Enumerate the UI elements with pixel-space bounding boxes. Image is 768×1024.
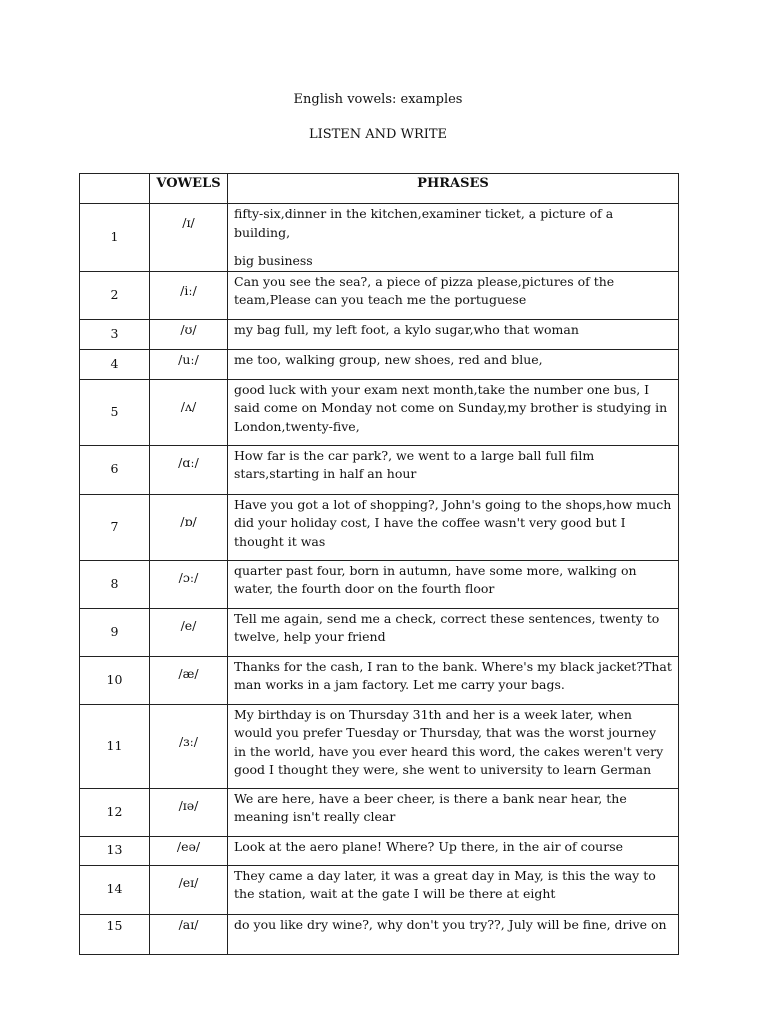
row-phrase: My birthday is on Thursday 31th and her is a week later, when would you prefer Tuesday or Thursday, that was the worst journey in the world, have you ever heard this word, the cakes weren't very good I thought they were, she went to university to learn German xyxy=(228,704,679,788)
header-phrases: PHRASES xyxy=(228,174,679,204)
row-number: 2 xyxy=(80,271,150,319)
table-row xyxy=(80,836,679,865)
document-subtitle: LISTEN AND WRITE xyxy=(308,127,448,142)
row-phrase: How far is the car park?, we went to a large ball full film stars,starting in half an hour xyxy=(228,445,679,494)
row-number: 15 xyxy=(80,914,150,954)
row-number: 7 xyxy=(80,494,150,560)
row-vowel: /eɪ/ xyxy=(150,865,228,914)
row-phrase: Thanks for the cash, I ran to the bank. Where's my black jacket?That man works in a jam factory. Let me carry your bags. xyxy=(228,656,679,704)
row-vowel: /uː/ xyxy=(150,349,228,379)
table-row xyxy=(80,271,679,319)
document-title: English vowels: examples xyxy=(293,92,463,107)
table-row xyxy=(80,379,679,445)
row-phrase: We are here, have a beer cheer, is there a bank near hear, the meaning isn't really clear xyxy=(228,788,679,836)
table-row xyxy=(80,349,679,379)
row-phrase: my bag full, my left foot, a kylo sugar,who that woman xyxy=(228,319,679,349)
table-row xyxy=(80,865,679,914)
row-phrase-line: fifty-six,dinner in the kitchen,examiner ticket, a picture of a building, xyxy=(234,206,614,240)
row-number: 12 xyxy=(80,788,150,836)
row-vowel: /ɪ/ xyxy=(150,204,228,272)
row-vowel: /æ/ xyxy=(150,656,228,704)
row-number: 9 xyxy=(80,608,150,656)
row-vowel: /aɪ/ xyxy=(150,914,228,954)
row-number: 10 xyxy=(80,656,150,704)
row-phrase-line: big business xyxy=(234,253,313,268)
row-number: 1 xyxy=(80,204,150,272)
row-phrase: Tell me again, send me a check, correct these sentences, twenty to twelve, help your friend xyxy=(228,608,679,656)
row-phrase: me too, walking group, new shoes, red and blue, xyxy=(228,349,679,379)
table-header-row xyxy=(80,174,679,204)
row-phrase: They came a day later, it was a great day in May, is this the way to the station, wait at the gate I will be there at eight xyxy=(228,865,679,914)
row-phrase: Have you got a lot of shopping?, John's going to the shops,how much did your holiday cost, I have the coffee wasn't very good but I thought it was xyxy=(228,494,679,560)
row-vowel: /ʌ/ xyxy=(150,379,228,445)
row-number: 6 xyxy=(80,445,150,494)
table-row xyxy=(80,788,679,836)
vowels-table xyxy=(79,173,679,955)
table-row xyxy=(80,656,679,704)
row-vowel: /ɪə/ xyxy=(150,788,228,836)
row-vowel: /e/ xyxy=(150,608,228,656)
row-phrase: good luck with your exam next month,take the number one bus, I said come on Monday not come on Sunday,my brother is studying in London,twenty-five, xyxy=(228,379,679,445)
row-number: 3 xyxy=(80,319,150,349)
vowels-table-wrapper xyxy=(79,173,678,933)
row-number: 8 xyxy=(80,560,150,608)
row-number: 13 xyxy=(80,836,150,865)
row-vowel: /iː/ xyxy=(150,271,228,319)
row-number: 14 xyxy=(80,865,150,914)
row-vowel: /ʊ/ xyxy=(150,319,228,349)
table-row xyxy=(80,704,679,788)
row-vowel: /ɒ/ xyxy=(150,494,228,560)
row-vowel: /eə/ xyxy=(150,836,228,865)
row-vowel: /ɜː/ xyxy=(150,704,228,788)
row-phrase: Look at the aero plane! Where? Up there, in the air of course xyxy=(228,836,679,865)
row-phrase: quarter past four, born in autumn, have some more, walking on water, the fourth door on the fourth floor xyxy=(228,560,679,608)
table-row xyxy=(80,914,679,954)
row-number: 5 xyxy=(80,379,150,445)
header-number xyxy=(80,174,150,204)
row-vowel: /ɑː/ xyxy=(150,445,228,494)
table-row xyxy=(80,319,679,349)
row-number: 11 xyxy=(80,704,150,788)
table-row xyxy=(80,560,679,608)
table-row xyxy=(80,445,679,494)
row-phrase: Can you see the sea?, a piece of pizza please,pictures of the team,Please can you teach me the portuguese xyxy=(228,271,679,319)
row-vowel: /ɔː/ xyxy=(150,560,228,608)
header-vowels: VOWELS xyxy=(150,174,228,204)
table-row xyxy=(80,204,679,272)
row-phrase xyxy=(228,204,679,272)
table-row xyxy=(80,494,679,560)
row-number: 4 xyxy=(80,349,150,379)
table-row xyxy=(80,608,679,656)
row-phrase: do you like dry wine?, why don't you try??, July will be fine, drive on xyxy=(228,914,679,954)
